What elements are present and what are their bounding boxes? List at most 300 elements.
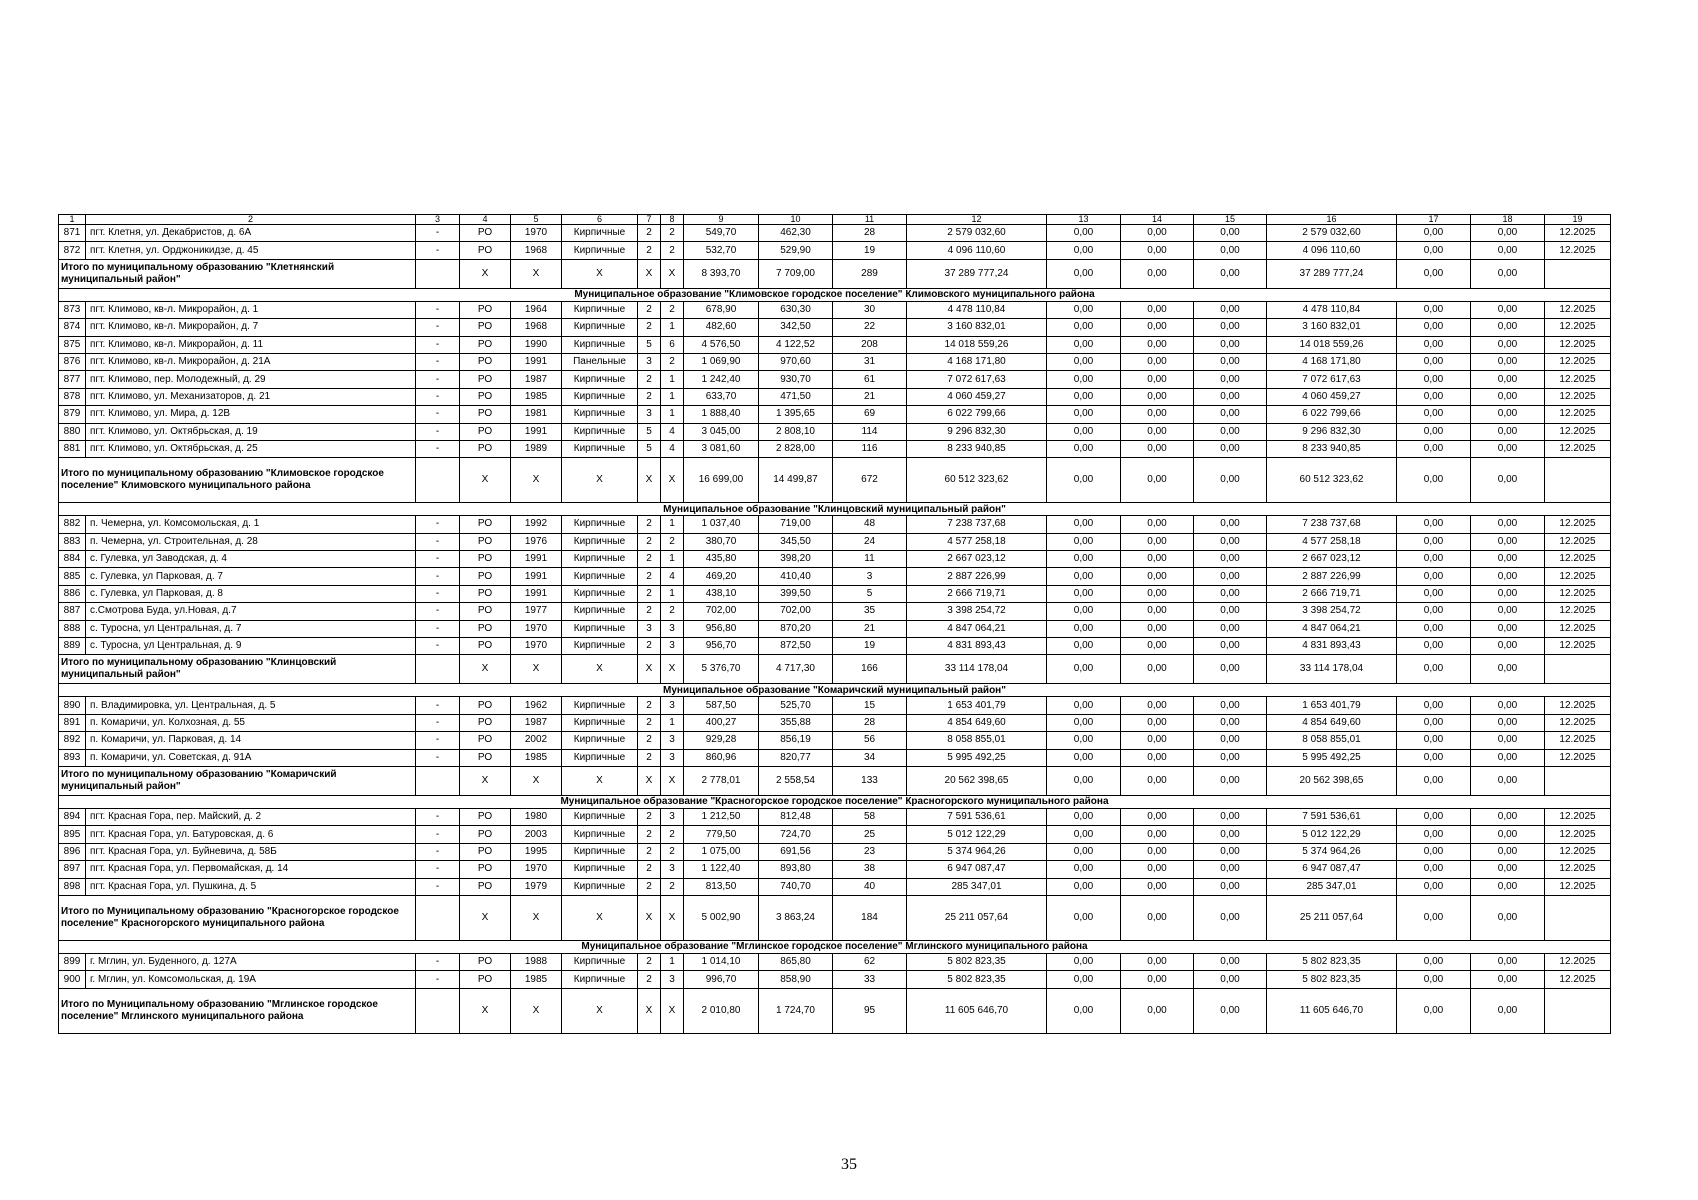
total-cell: 0,00 — [1047, 259, 1121, 288]
table-cell: 2 — [638, 878, 661, 895]
table-cell: 0,00 — [1121, 638, 1194, 655]
table-cell: 0,00 — [1194, 697, 1267, 714]
table-cell: 2 — [638, 371, 661, 388]
table-cell: - — [416, 568, 460, 585]
table-cell: 2 808,10 — [759, 423, 833, 440]
table-row — [59, 953, 1611, 970]
table-cell: 1992 — [511, 516, 562, 533]
table-cell: 5 802 823,35 — [907, 953, 1047, 970]
total-cell: 5 002,90 — [684, 895, 759, 940]
table-cell: 0,00 — [1194, 620, 1267, 637]
table-cell: 2 579 032,60 — [907, 225, 1047, 242]
table-cell: РО — [460, 861, 511, 878]
table-cell: - — [416, 388, 460, 405]
table-cell: 1987 — [511, 714, 562, 731]
table-cell: 0,00 — [1047, 336, 1121, 353]
municipality-title: Муниципальное образование "Климовское городское поселение" Климовского муниципального района — [59, 288, 1611, 301]
table-row — [59, 336, 1611, 353]
table-cell: РО — [460, 242, 511, 259]
table-cell: 0,00 — [1047, 353, 1121, 370]
table-cell: 0,00 — [1471, 732, 1545, 749]
total-cell: Х — [460, 766, 511, 795]
table-cell: РО — [460, 516, 511, 533]
table-cell: 62 — [833, 953, 907, 970]
table-cell: пгт. Красная Гора, ул. Первомайская, д. 14 — [86, 861, 416, 878]
table-cell: 2 887 226,99 — [907, 568, 1047, 585]
total-cell: Х — [511, 988, 562, 1033]
table-cell: 380,70 — [684, 533, 759, 550]
total-cell: 672 — [833, 458, 907, 503]
table-cell: 2 — [638, 861, 661, 878]
table-cell: пгт. Красная Гора, ул. Батуровская, д. 6 — [86, 826, 416, 843]
table-cell: 12.2025 — [1545, 388, 1611, 405]
table-cell: 0,00 — [1047, 319, 1121, 336]
table-cell: 0,00 — [1397, 808, 1471, 825]
table-cell: 3 — [661, 808, 684, 825]
table-cell: РО — [460, 638, 511, 655]
table-cell: 5 — [638, 440, 661, 457]
column-number: 9 — [684, 215, 759, 225]
municipality-header-row — [59, 684, 1611, 697]
table-cell: 0,00 — [1471, 714, 1545, 731]
table-cell: 0,00 — [1121, 440, 1194, 457]
table-cell: пгт. Климово, пер. Молодежный, д. 29 — [86, 371, 416, 388]
table-cell: 12.2025 — [1545, 732, 1611, 749]
total-cell: 14 499,87 — [759, 458, 833, 503]
table-cell: 0,00 — [1471, 585, 1545, 602]
table-cell: РО — [460, 585, 511, 602]
table-cell: 0,00 — [1047, 301, 1121, 318]
table-cell: Кирпичные — [562, 638, 638, 655]
table-cell: 970,60 — [759, 353, 833, 370]
table-cell: 880 — [59, 423, 86, 440]
table-cell: 525,70 — [759, 697, 833, 714]
table-cell: 890 — [59, 697, 86, 714]
table-cell: 0,00 — [1121, 423, 1194, 440]
table-cell: 0,00 — [1397, 242, 1471, 259]
table-cell: Кирпичные — [562, 406, 638, 423]
table-cell: 14 018 559,26 — [1267, 336, 1397, 353]
table-cell: 0,00 — [1471, 388, 1545, 405]
table-cell: 58 — [833, 808, 907, 825]
table-cell: 0,00 — [1047, 423, 1121, 440]
total-cell: 0,00 — [1121, 458, 1194, 503]
table-row — [59, 406, 1611, 423]
table-cell: 12.2025 — [1545, 440, 1611, 457]
table-cell: 1980 — [511, 808, 562, 825]
table-cell: 691,56 — [759, 843, 833, 860]
table-cell: 0,00 — [1121, 551, 1194, 568]
column-number: 16 — [1267, 215, 1397, 225]
table-cell: Кирпичные — [562, 861, 638, 878]
table-cell: 21 — [833, 388, 907, 405]
table-cell: 813,50 — [684, 878, 759, 895]
table-cell: 61 — [833, 371, 907, 388]
table-row — [59, 319, 1611, 336]
table-cell: 3 045,00 — [684, 423, 759, 440]
table-cell: 1990 — [511, 336, 562, 353]
table-cell: 5 012 122,29 — [1267, 826, 1397, 843]
table-cell: 1 242,40 — [684, 371, 759, 388]
table-cell: 0,00 — [1194, 225, 1267, 242]
table-cell: 872,50 — [759, 638, 833, 655]
table-cell: 882 — [59, 516, 86, 533]
table-cell: 0,00 — [1047, 603, 1121, 620]
table-cell: 1 069,90 — [684, 353, 759, 370]
table-cell: 0,00 — [1194, 533, 1267, 550]
table-cell: - — [416, 585, 460, 602]
total-cell — [1545, 766, 1611, 795]
table-cell: 0,00 — [1471, 638, 1545, 655]
table-cell: 12.2025 — [1545, 336, 1611, 353]
table-row — [59, 551, 1611, 568]
table-cell: п. Комаричи, ул. Парковая, д. 14 — [86, 732, 416, 749]
table-cell: 2 — [638, 732, 661, 749]
table-cell: 1964 — [511, 301, 562, 318]
municipality-total-row — [59, 766, 1611, 795]
table-cell: 19 — [833, 638, 907, 655]
table-cell: 1 — [661, 406, 684, 423]
table-cell: 0,00 — [1194, 861, 1267, 878]
table-cell: 5 — [833, 585, 907, 602]
table-cell: 0,00 — [1121, 843, 1194, 860]
table-cell: 3 160 832,01 — [907, 319, 1047, 336]
table-cell: 3 — [661, 697, 684, 714]
table-cell: 856,19 — [759, 732, 833, 749]
table-cell: 12.2025 — [1545, 568, 1611, 585]
table-cell: 873 — [59, 301, 86, 318]
table-cell: 897 — [59, 861, 86, 878]
table-cell: 0,00 — [1194, 953, 1267, 970]
total-cell: Х — [511, 655, 562, 684]
table-cell: 9 296 832,30 — [907, 423, 1047, 440]
table-cell: 2 — [638, 551, 661, 568]
total-cell: 184 — [833, 895, 907, 940]
table-cell: 0,00 — [1397, 861, 1471, 878]
column-number: 3 — [416, 215, 460, 225]
table-cell: 0,00 — [1397, 826, 1471, 843]
housing-repair-table — [58, 214, 1610, 1034]
table-cell: Кирпичные — [562, 516, 638, 533]
total-cell: 11 605 646,70 — [907, 988, 1047, 1033]
table-cell: 898 — [59, 878, 86, 895]
table-cell: РО — [460, 406, 511, 423]
table-cell: 4 478 110,84 — [1267, 301, 1397, 318]
total-cell: Х — [511, 895, 562, 940]
table-cell: Кирпичные — [562, 371, 638, 388]
table-cell: РО — [460, 336, 511, 353]
table-cell: 1991 — [511, 353, 562, 370]
total-cell: 289 — [833, 259, 907, 288]
table-cell: 0,00 — [1121, 953, 1194, 970]
total-label: Итого по Муниципальному образованию "Мглинское городское поселение" Мглинского муниципального района — [59, 988, 416, 1033]
table-cell: Кирпичные — [562, 440, 638, 457]
table-cell: 0,00 — [1121, 242, 1194, 259]
table-cell: 4 096 110,60 — [1267, 242, 1397, 259]
table-cell: 633,70 — [684, 388, 759, 405]
table-cell: 33 — [833, 971, 907, 988]
table-cell: Кирпичные — [562, 242, 638, 259]
table-cell: РО — [460, 353, 511, 370]
table-cell: 858,90 — [759, 971, 833, 988]
total-cell: 2 010,80 — [684, 988, 759, 1033]
table-cell: 1 — [661, 714, 684, 731]
total-cell: 37 289 777,24 — [907, 259, 1047, 288]
table-cell: 0,00 — [1047, 638, 1121, 655]
table-row — [59, 697, 1611, 714]
table-cell: 0,00 — [1471, 516, 1545, 533]
table-cell: 4 854 649,60 — [907, 714, 1047, 731]
total-cell: Х — [638, 988, 661, 1033]
total-cell: 0,00 — [1471, 458, 1545, 503]
table-cell: Кирпичные — [562, 749, 638, 766]
table-cell: 0,00 — [1047, 714, 1121, 731]
table-cell: - — [416, 620, 460, 637]
table-cell: 0,00 — [1397, 749, 1471, 766]
table-cell: 0,00 — [1194, 406, 1267, 423]
table-cell: 2 — [638, 638, 661, 655]
table-cell: 2 — [638, 971, 661, 988]
table-cell: пгт. Климово, ул. Октябрьская, д. 19 — [86, 423, 416, 440]
table-cell: 342,50 — [759, 319, 833, 336]
table-cell: 1991 — [511, 568, 562, 585]
total-cell: Х — [661, 766, 684, 795]
municipality-title: Муниципальное образование "Комаричский муниципальный район" — [59, 684, 1611, 697]
table-cell: 4 831 893,43 — [907, 638, 1047, 655]
table-cell: 0,00 — [1471, 440, 1545, 457]
table-cell: 0,00 — [1397, 319, 1471, 336]
table-cell: 4 122,52 — [759, 336, 833, 353]
table-cell: 4 168 171,80 — [1267, 353, 1397, 370]
table-cell: 0,00 — [1471, 371, 1545, 388]
table-cell: 23 — [833, 843, 907, 860]
table-cell: - — [416, 551, 460, 568]
table-cell: 0,00 — [1194, 714, 1267, 731]
table-cell: 5 802 823,35 — [907, 971, 1047, 988]
table-cell: 3 160 832,01 — [1267, 319, 1397, 336]
table-cell: 12.2025 — [1545, 353, 1611, 370]
table-cell: 0,00 — [1397, 301, 1471, 318]
table-cell: пгт. Климово, кв-л. Микрорайон, д. 1 — [86, 301, 416, 318]
table-cell: 399,50 — [759, 585, 833, 602]
table-cell: 4 847 064,21 — [1267, 620, 1397, 637]
table-cell: 5 802 823,35 — [1267, 953, 1397, 970]
table-cell: 0,00 — [1121, 697, 1194, 714]
table-cell: РО — [460, 388, 511, 405]
table-cell: - — [416, 319, 460, 336]
municipality-total-row — [59, 895, 1611, 940]
table-cell: - — [416, 440, 460, 457]
table-cell: 400,27 — [684, 714, 759, 731]
total-cell: 166 — [833, 655, 907, 684]
table-cell: 1 — [661, 319, 684, 336]
table-cell: 69 — [833, 406, 907, 423]
table-cell: 12.2025 — [1545, 423, 1611, 440]
table-cell: 5 — [638, 423, 661, 440]
total-cell: Х — [638, 655, 661, 684]
total-cell: 0,00 — [1471, 655, 1545, 684]
table-cell: 0,00 — [1047, 697, 1121, 714]
table-cell: 1981 — [511, 406, 562, 423]
table-cell: 1 014,10 — [684, 953, 759, 970]
table-cell: 34 — [833, 749, 907, 766]
table-cell: 15 — [833, 697, 907, 714]
table-cell: 2 667 023,12 — [1267, 551, 1397, 568]
table-cell: 1968 — [511, 242, 562, 259]
table-cell: 0,00 — [1471, 423, 1545, 440]
table-cell: 5 995 492,25 — [1267, 749, 1397, 766]
table-cell: 0,00 — [1397, 336, 1471, 353]
table-cell: 0,00 — [1121, 826, 1194, 843]
table-cell: 2 — [638, 301, 661, 318]
page-number: 35 — [841, 1156, 857, 1173]
total-cell: 33 114 178,04 — [1267, 655, 1397, 684]
table-cell: 1 — [661, 585, 684, 602]
table-cell: Кирпичные — [562, 319, 638, 336]
table-cell: 4 — [661, 440, 684, 457]
table-cell: п. Комаричи, ул. Колхозная, д. 55 — [86, 714, 416, 731]
total-cell: Х — [511, 259, 562, 288]
table-row — [59, 861, 1611, 878]
table-cell: 0,00 — [1047, 620, 1121, 637]
table-cell: 1 395,65 — [759, 406, 833, 423]
table-cell: 12.2025 — [1545, 714, 1611, 731]
total-cell: 5 376,70 — [684, 655, 759, 684]
table-cell: 11 — [833, 551, 907, 568]
table-cell: 4 847 064,21 — [907, 620, 1047, 637]
total-cell: 1 724,70 — [759, 988, 833, 1033]
table-cell: 0,00 — [1194, 301, 1267, 318]
table-cell: 5 — [638, 336, 661, 353]
table-cell: с. Туросна, ул Центральная, д. 9 — [86, 638, 416, 655]
table-cell: 0,00 — [1121, 732, 1194, 749]
table-cell: 2 828,00 — [759, 440, 833, 457]
table-cell: 0,00 — [1397, 353, 1471, 370]
table-cell: 1976 — [511, 533, 562, 550]
table-cell: 0,00 — [1397, 551, 1471, 568]
table-cell: Кирпичные — [562, 423, 638, 440]
column-number: 11 — [833, 215, 907, 225]
table-cell: 1991 — [511, 585, 562, 602]
table-cell: Кирпичные — [562, 878, 638, 895]
table-cell: 0,00 — [1397, 423, 1471, 440]
table-cell: 0,00 — [1397, 878, 1471, 895]
table-cell: 0,00 — [1047, 242, 1121, 259]
table-cell: 888 — [59, 620, 86, 637]
table-cell: 895 — [59, 826, 86, 843]
table-cell: 2 — [638, 319, 661, 336]
table-cell: 0,00 — [1047, 388, 1121, 405]
total-cell: Х — [562, 259, 638, 288]
table-cell: 0,00 — [1397, 440, 1471, 457]
table-cell: 2 — [638, 697, 661, 714]
table-cell: 881 — [59, 440, 86, 457]
table-row — [59, 568, 1611, 585]
total-cell — [1545, 988, 1611, 1033]
table-cell: - — [416, 516, 460, 533]
table-cell: 19 — [833, 242, 907, 259]
table-row — [59, 440, 1611, 457]
table-cell: 0,00 — [1121, 353, 1194, 370]
total-cell: 0,00 — [1397, 259, 1471, 288]
table-cell: 529,90 — [759, 242, 833, 259]
table-cell: 12.2025 — [1545, 808, 1611, 825]
total-cell — [416, 895, 460, 940]
total-cell: 0,00 — [1047, 766, 1121, 795]
table-cell: РО — [460, 319, 511, 336]
table-row — [59, 749, 1611, 766]
table-cell: 28 — [833, 714, 907, 731]
table-cell: 1987 — [511, 371, 562, 388]
table-cell: 702,00 — [759, 603, 833, 620]
table-cell: 12.2025 — [1545, 620, 1611, 637]
total-cell: 0,00 — [1194, 655, 1267, 684]
table-cell: 0,00 — [1047, 440, 1121, 457]
table-cell: 871 — [59, 225, 86, 242]
table-cell: 0,00 — [1471, 406, 1545, 423]
table-row — [59, 826, 1611, 843]
total-cell: Х — [562, 655, 638, 684]
total-cell: 20 562 398,65 — [1267, 766, 1397, 795]
table-cell: 7 072 617,63 — [907, 371, 1047, 388]
table-row — [59, 388, 1611, 405]
table-cell: 12.2025 — [1545, 406, 1611, 423]
column-number: 8 — [661, 215, 684, 225]
table-cell: 3 — [661, 971, 684, 988]
table-cell: 0,00 — [1194, 878, 1267, 895]
table-cell: 8 233 940,85 — [1267, 440, 1397, 457]
table-row — [59, 878, 1611, 895]
table-cell: 12.2025 — [1545, 242, 1611, 259]
table-cell: 1 075,00 — [684, 843, 759, 860]
total-cell: 0,00 — [1194, 766, 1267, 795]
table-cell: Кирпичные — [562, 826, 638, 843]
total-cell: 2 558,54 — [759, 766, 833, 795]
table-cell: 1 — [661, 516, 684, 533]
total-cell: Х — [638, 895, 661, 940]
table-cell: 874 — [59, 319, 86, 336]
total-cell — [1545, 895, 1611, 940]
table-cell: 0,00 — [1194, 353, 1267, 370]
total-cell: Х — [638, 458, 661, 503]
table-cell: 0,00 — [1397, 533, 1471, 550]
table-cell: Кирпичные — [562, 971, 638, 988]
table-cell: 2 — [638, 826, 661, 843]
table-cell: пгт. Красная Гора, пер. Майский, д. 2 — [86, 808, 416, 825]
table-cell: 0,00 — [1194, 242, 1267, 259]
table-cell: 6 947 087,47 — [1267, 861, 1397, 878]
table-cell: 4 854 649,60 — [1267, 714, 1397, 731]
table-cell: 0,00 — [1194, 585, 1267, 602]
table-cell: РО — [460, 301, 511, 318]
total-cell: Х — [562, 988, 638, 1033]
table-row — [59, 971, 1611, 988]
table-cell: 12.2025 — [1545, 826, 1611, 843]
table-cell: 0,00 — [1397, 971, 1471, 988]
municipality-header-row — [59, 503, 1611, 516]
table-cell: 1 — [661, 371, 684, 388]
table-cell: 0,00 — [1047, 568, 1121, 585]
column-number: 5 — [511, 215, 562, 225]
table-cell: 355,88 — [759, 714, 833, 731]
table-cell: 0,00 — [1471, 353, 1545, 370]
table-cell: 56 — [833, 732, 907, 749]
table-cell: Кирпичные — [562, 697, 638, 714]
table-cell: Кирпичные — [562, 336, 638, 353]
table-cell: 12.2025 — [1545, 371, 1611, 388]
table-cell: Кирпичные — [562, 568, 638, 585]
table-cell: РО — [460, 371, 511, 388]
